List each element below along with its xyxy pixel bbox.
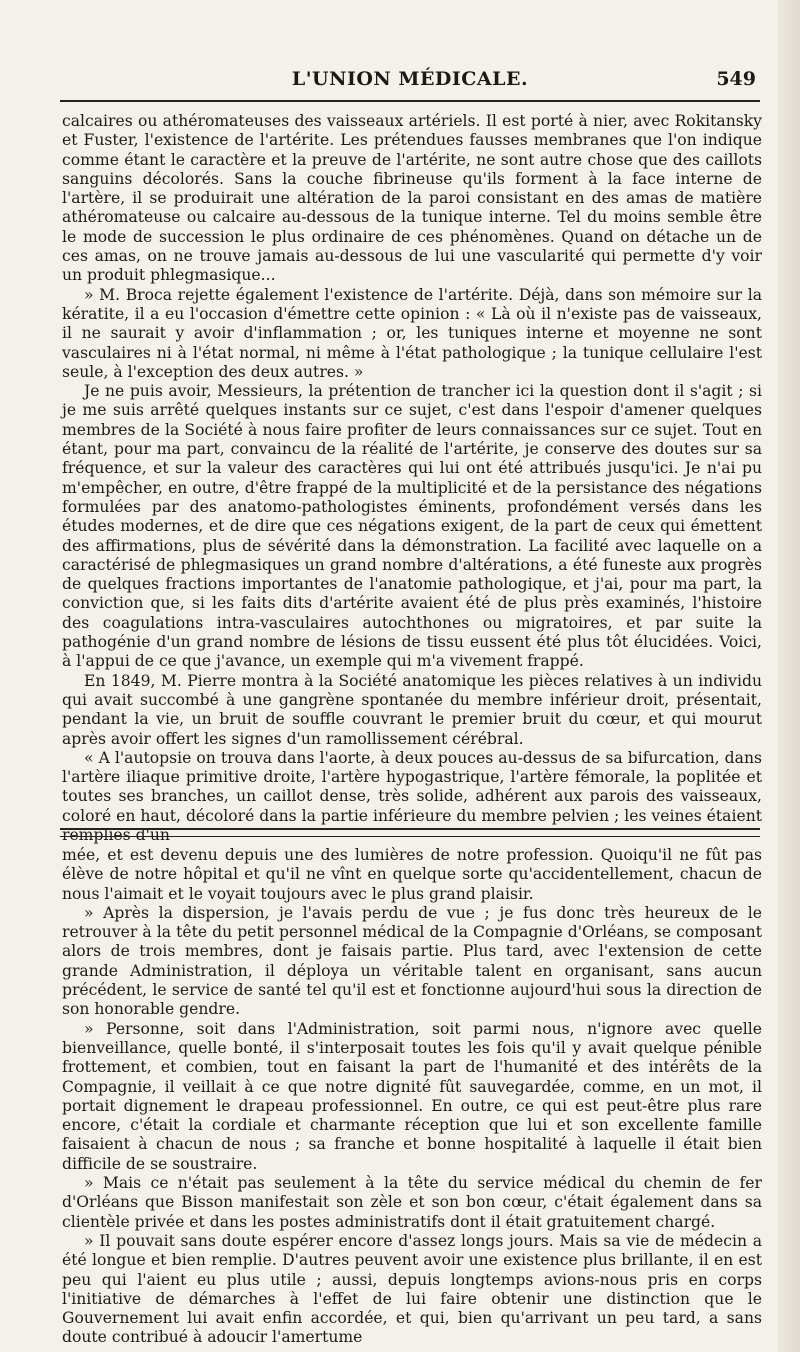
paragraph: En 1849, M. Pierre montra à la Société anatomique les pièces relatives à un individu qui avait succombé à une gangrène spontanée du membre inférieur droit, présentait, pendant la vie, un bruit de souffle couvrant le premier bruit du cœur, et qui mourut après avoir offert les signes d'un ramollissement cérébral.: [62, 671, 762, 748]
section-separator-rule: [60, 828, 760, 837]
paragraph: » Après la dispersion, je l'avais perdu de vue ; je fus donc très heureux de le retrouver à la tête du petit personnel médical de la Compagnie d'Orléans, se composant alors de trois membres, dont je faisais partie. Plus tard, avec l'extension de cette grande Administration, il déploya un véritable talent en organisant, sans aucun précédent, le service de santé tel qu'il est et fonctionne aujourd'hui sous la direction de son honorable gendre.: [62, 903, 762, 1019]
paragraph: » Mais ce n'était pas seulement à la tête du service médical du chemin de fer d'Orléans que Bisson manifestait son zèle et son bon cœur, c'était également dans sa clientèle privée et dans les postes administratifs dont il était gratuitement chargé.: [62, 1174, 762, 1231]
article-section-upper: [62, 112, 762, 845]
paragraph: calcaires ou athéromateuses des vaisseaux artériels. Il est porté à nier, avec Rokitansky et Fuster, l'existence de l'artérite. Les prétendues fausses membranes que l'on indique comme étant le caractère et la preuve de l'artérite, ne sont autre chose que des caillots sanguins décolorés. Sans la couche fibrineuse qu'ils forment à la face interne de l'artère, il se produirait une altération de la paroi consistant en des amas de matière athéromateuse ou calcaire au-dessous de la tunique interne. Tel du moins semble être le mode de succession le plus ordinaire de ces phénomènes. Quand on détache un de ces amas, on ne trouve jamais au-dessous de lui une vascularité qui permette d'y voir un produit phlegmasique...: [62, 112, 762, 285]
paragraph: » Il pouvait sans doute espérer encore d'assez longs jours. Mais sa vie de médecin a été longue et bien remplie. D'autres peuvent avoir une existence plus brillante, il en est peu qui l'aient eu plus utile ; aussi, depuis longtemps avions-nous pris en corps l'initiative de démarches à l'effet de lui faire obtenir une distinction que le Gouvernement lui avait enfin accordée, et qui, bien qu'arrivant un peu tard, a sans doute contribué à adoucir l'amertume: [62, 1231, 762, 1347]
paragraph: » Personne, soit dans l'Administration, soit parmi nous, n'ignore avec quelle bienveillance, quelle bonté, il s'interposait toutes les fois qu'il y avait quelque pénible frottement, et combien, tout en faisant la part de l'humanité et des intérêts de la Compagnie, il veillait à ce que notre dignité fût sauvegardée, comme, en un mot, il portait dignement le drapeau professionnel. En outre, ce qui est peut-être plus rare encore, c'était la cordiale et charmante réception que lui et son excellente famille faisaient à chacun de nous ; sa franche et bonne hospitalité à laquelle il était bien difficile de se soustraire.: [62, 1019, 762, 1173]
paragraph: » M. Broca rejette également l'existence de l'artérite. Déjà, dans son mémoire sur la kératite, il a eu l'occasion d'émettre cette opinion : « Là où il n'existe pas de vaisseaux, il ne saurait y avoir d'inflammation ; or, les tuniques interne et moyenne ne sont vasculaires ni à l'état normal, ni même à l'état pathologique ; la tunique cellulaire l'est seule, à l'exception des deux autres. »: [62, 285, 762, 381]
paragraph: « A l'autopsie on trouva dans l'aorte, à deux pouces au-dessus de sa bifurcation, dans l'artère iliaque primitive droite, l'artère hypogastrique, l'artère fémorale, la poplitée et toutes ses branches, un caillot dense, très solide, adhérent aux parois des vaisseaux, coloré en haut, décoloré dans la partie inférieure du membre pelvien ; les veines étaient remplies d'un: [62, 748, 762, 844]
page-edge: [778, 0, 800, 1352]
article-section-lower: [62, 846, 762, 1348]
paragraph: mée, et est devenu depuis une des lumières de notre profession. Quoiqu'il ne fût pas élève de notre hôpital et qu'il ne vînt en quelque sorte qu'accidentellement, chacun de nous l'aimait et le voyait toujours avec le plus grand plaisir.: [62, 846, 762, 903]
page-header: [60, 68, 760, 98]
header-rule: [60, 100, 760, 102]
page-number: 549: [716, 68, 756, 90]
paragraph: Je ne puis avoir, Messieurs, la prétention de trancher ici la question dont il s'agit ; si je me suis arrêté quelques instants sur ce sujet, c'est dans l'espoir d'amener quelques membres de la Société à nous faire profiter de leurs connaissances sur ce sujet. Tout en étant, pour ma part, convaincu de la réalité de l'artérite, je conserve des doutes sur sa fréquence, et sur la valeur des caractères qui lui ont été attribués jusqu'ici. Je n'ai pu m'empêcher, en outre, d'être frappé de la multiplicité et de la persistance des négations formulées par des anatomo-pathologistes éminents, profondément versés dans les études modernes, et de dire que ces négations exigent, de la part de ceux qui émettent des affirmations, plus de sévérité dans la démonstration. La facilité avec laquelle on a caractérisé de phlegmasiques un grand nombre d'altérations, a été funeste aux progrès de quelques fractions importantes de l'anatomie pathologique, et j'ai, pour ma part, la conviction que, si les faits dits d'artérite avaient été de plus près examinés, l'histoire des coagulations intra-vasculaires autochthones ou migratoires, et par suite la pathogénie d'un grand nombre de lésions de tissu eussent été plus tôt élucidées. Voici, à l'appui de ce que j'avance, un exemple qui m'a vivement frappé.: [62, 382, 762, 671]
running-title: L'UNION MÉDICALE.: [291, 68, 529, 90]
